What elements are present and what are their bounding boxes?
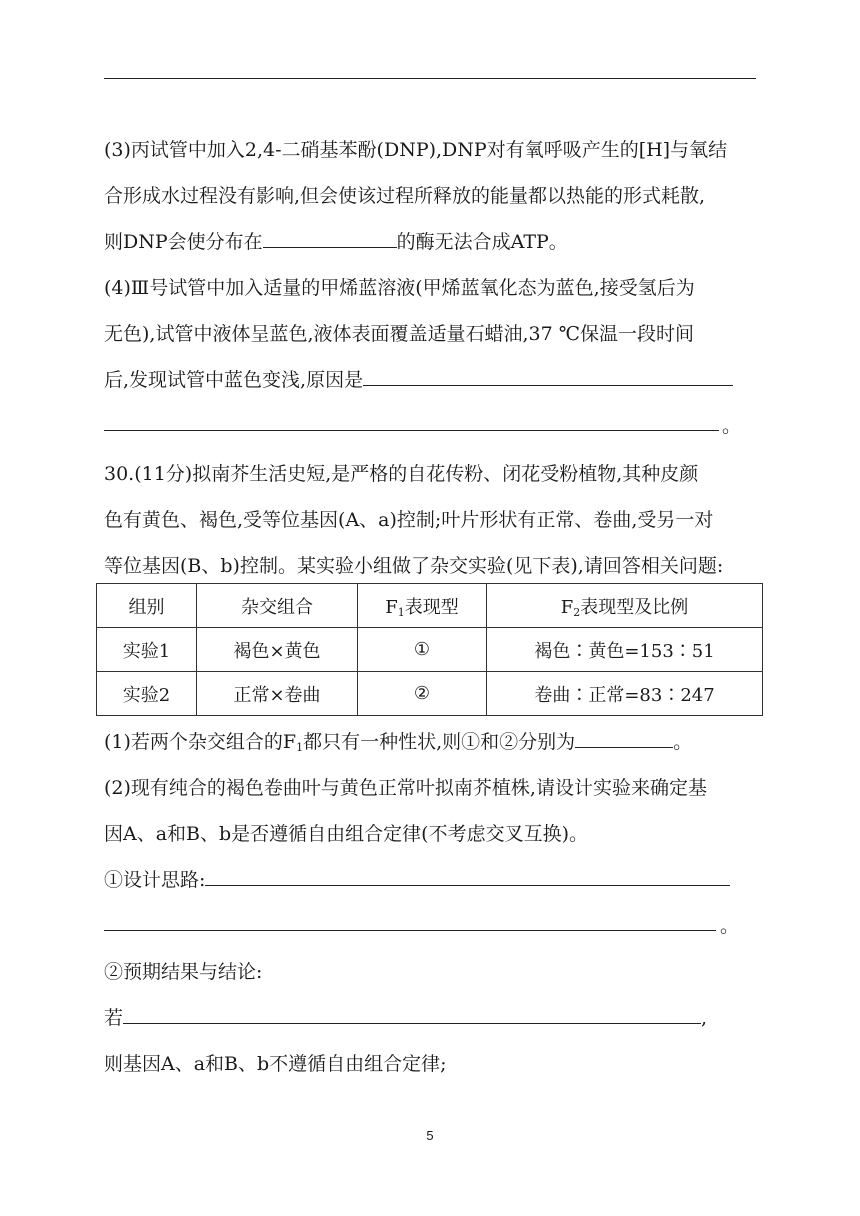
prediction-if-line (104, 998, 764, 1038)
cell-cross: 褐色×黄色 (197, 628, 358, 672)
q29-part4-end: 。 (722, 415, 742, 437)
header-f1: $F_1$表现型 (358, 584, 487, 628)
answer-blank-f1-traits[interactable] (575, 725, 673, 748)
table-row (97, 628, 763, 672)
design-end: 。 (720, 915, 740, 937)
q29-part4-text: 后,发现试管中蓝色变浅,原因是 (104, 369, 364, 391)
answer-blank-reason-1[interactable] (363, 363, 733, 386)
q29-part3-text-b: 的酶无法合成ATP。 (396, 231, 568, 253)
table-header-row (97, 584, 763, 628)
q30-part2-line1: (2)现有纯合的褐色卷曲叶与黄色正常叶拟南芥植株,请设计实验来确定基 (104, 777, 707, 799)
cell-f1: ② (358, 672, 487, 716)
if-end: , (701, 1007, 708, 1029)
design-idea-label: ①设计思路: (104, 869, 206, 891)
header-rule (104, 78, 756, 79)
prediction-label: ②预期结果与结论: (104, 961, 263, 983)
cell-f2: 卷曲∶正常=83∶247 (487, 672, 763, 716)
cell-cross: 正常×卷曲 (197, 672, 358, 716)
q30-line1: 30.(11分)拟南芥生活史短,是严格的自花传粉、闭花受粉植物,其种皮颜 (104, 463, 699, 485)
q29-part4-line1: (4)Ⅲ号试管中加入适量的甲烯蓝溶液(甲烯蓝氧化态为蓝色,接受氢后为 (104, 277, 695, 299)
header-cross: 杂交组合 (197, 584, 358, 628)
q30-line3: 等位基因(B、b)控制。某实验小组做了杂交实验(见下表),请回答相关问题: (104, 555, 724, 577)
cell-f2: 褐色∶黄色=153∶51 (487, 628, 763, 672)
q29-part4-line3 (104, 360, 764, 400)
answer-blank-design-1[interactable] (205, 863, 730, 886)
answer-blank-reason-2[interactable] (104, 430, 719, 431)
cell-group: 实验1 (97, 628, 197, 672)
q29-part3-line1: (3)丙试管中加入2,4-二硝基苯酚(DNP),DNP对有氧呼吸产生的[H]与氧结 (104, 139, 728, 161)
answer-blank-if-result[interactable] (123, 1001, 701, 1024)
header-f2: $F_2$表现型及比例 (487, 584, 763, 628)
cross-experiment-table (96, 583, 763, 716)
conclusion-line: 则基因A、a和B、b不遵循自由组合定律; (104, 1053, 447, 1075)
q29-part4-line2: 无色),试管中液体呈蓝色,液体表面覆盖适量石蜡油,37 ℃保温一段时间 (104, 323, 695, 345)
header-group: 组别 (97, 584, 197, 628)
q30-part2-line2: 因A、a和B、b是否遵循自由组合定律(不考虑交叉互换)。 (104, 823, 589, 845)
page-number: 5 (426, 1128, 434, 1143)
q29-part3-line2: 合形成水过程没有影响,但会使该过程所释放的能量都以热能的形式耗散, (104, 185, 706, 207)
if-label: 若 (104, 1007, 124, 1029)
table-row (97, 672, 763, 716)
answer-blank-enzyme-location[interactable] (263, 225, 397, 248)
cell-group: 实验2 (97, 672, 197, 716)
q30-line2: 色有黄色、褐色,受等位基因(A、a)控制;叶片形状有正常、卷曲,受另一对 (104, 509, 714, 531)
answer-blank-design-2[interactable] (104, 930, 716, 931)
q29-part3-line3 (104, 222, 764, 262)
cell-f1: ① (358, 628, 487, 672)
q30-part1-line: (1)若两个杂交组合的$F_1$都只有一种性状,则①和②分别为 。 (104, 722, 764, 768)
design-idea-line (104, 860, 764, 900)
q29-part3-text-a: 则DNP会使分布在 (104, 231, 263, 253)
